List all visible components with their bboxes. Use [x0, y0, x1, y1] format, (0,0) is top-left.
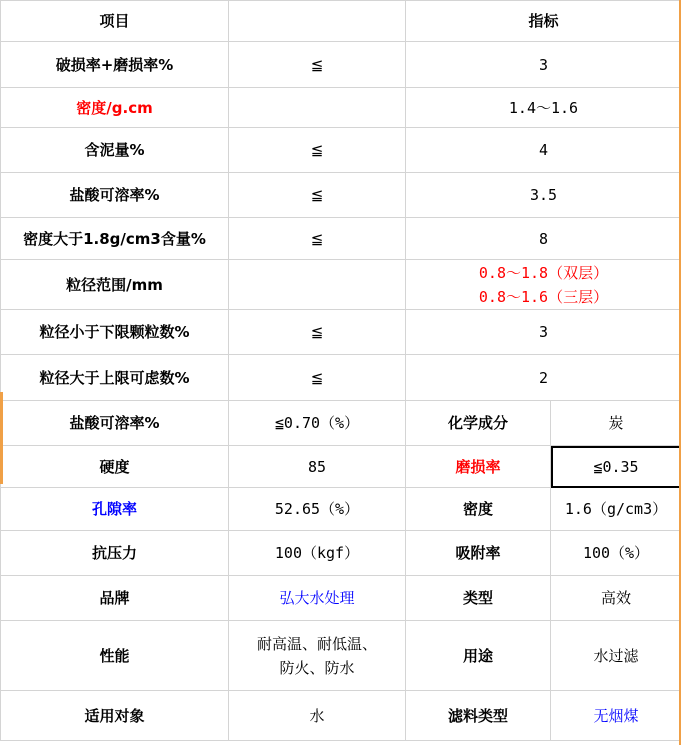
row-operator[interactable]: ≦	[229, 218, 406, 260]
attr-key[interactable]: 抗压力	[1, 531, 229, 576]
value-line: 0.8～1.6（三层）	[478, 287, 609, 306]
header-spec-cell[interactable]: 指标	[406, 1, 681, 42]
attr-key[interactable]: 适用对象	[1, 691, 229, 741]
value-line: 0.8～1.8（双层）	[478, 263, 609, 282]
row-value[interactable]: 1.4～1.6	[406, 88, 681, 128]
table-row	[1, 88, 681, 128]
attr-key[interactable]: 品牌	[1, 576, 229, 621]
row-operator[interactable]: ≦	[229, 310, 406, 355]
attr-key[interactable]: 用途	[406, 621, 551, 691]
row-operator[interactable]: ≦	[229, 42, 406, 88]
sheet-edge-marker	[0, 392, 3, 484]
attr-value[interactable]: 弘大水处理	[229, 576, 406, 621]
row-value[interactable]: 8	[406, 218, 681, 260]
row-operator[interactable]	[229, 88, 406, 128]
attr-key[interactable]: 密度	[406, 488, 551, 531]
table-row	[1, 531, 681, 576]
row-label[interactable]: 含泥量%	[1, 128, 229, 173]
attr-value[interactable]	[229, 621, 406, 691]
attr-value[interactable]: 52.65（%）	[229, 488, 406, 531]
attr-value[interactable]: 无烟煤	[551, 691, 681, 741]
row-operator[interactable]: ≦	[229, 173, 406, 218]
attr-key[interactable]: 性能	[1, 621, 229, 691]
attr-key[interactable]: 吸附率	[406, 531, 551, 576]
attr-value[interactable]: 100（%）	[551, 531, 681, 576]
row-label[interactable]: 粒径范围/mm	[1, 260, 229, 310]
value-line: 耐高温、耐低温、	[256, 634, 377, 653]
row-label[interactable]: 密度大于1.8g/cm3含量%	[1, 218, 229, 260]
attr-key[interactable]: 化学成分	[406, 401, 551, 446]
attr-value[interactable]: 炭	[551, 401, 681, 446]
table-row	[1, 446, 681, 488]
attr-value[interactable]: 1.6（g/cm3）	[551, 488, 681, 531]
attr-key[interactable]: 孔隙率	[1, 488, 229, 531]
table-row	[1, 173, 681, 218]
attr-value[interactable]: 100（kgf）	[229, 531, 406, 576]
row-label[interactable]: 密度/g.cm	[1, 88, 229, 128]
table-row	[1, 260, 681, 310]
header-blank-cell[interactable]	[229, 1, 406, 42]
row-operator[interactable]	[229, 260, 406, 310]
header-row	[1, 1, 681, 42]
row-label[interactable]: 粒径小于下限颗粒数%	[1, 310, 229, 355]
attr-key[interactable]: 磨损率	[406, 446, 551, 488]
table-row	[1, 488, 681, 531]
table-row	[1, 310, 681, 355]
table-row	[1, 355, 681, 401]
row-label[interactable]: 盐酸可溶率%	[1, 173, 229, 218]
row-operator[interactable]: ≦	[229, 128, 406, 173]
row-value[interactable]: 3	[406, 310, 681, 355]
value-line: 防火、防水	[279, 658, 355, 677]
row-label[interactable]: 粒径大于上限可虑数%	[1, 355, 229, 401]
row-label[interactable]: 破损率+磨损率%	[1, 42, 229, 88]
row-value[interactable]	[406, 260, 681, 310]
row-value[interactable]: 3	[406, 42, 681, 88]
table-row	[1, 401, 681, 446]
row-value[interactable]: 4	[406, 128, 681, 173]
table-row	[1, 218, 681, 260]
table-row	[1, 128, 681, 173]
table-row	[1, 42, 681, 88]
row-value[interactable]: 2	[406, 355, 681, 401]
attr-key[interactable]: 滤料类型	[406, 691, 551, 741]
attr-key[interactable]: 硬度	[1, 446, 229, 488]
header-item-cell[interactable]: 项目	[1, 1, 229, 42]
attr-value[interactable]: 水	[229, 691, 406, 741]
attr-key[interactable]: 类型	[406, 576, 551, 621]
row-operator[interactable]: ≦	[229, 355, 406, 401]
table-row	[1, 691, 681, 741]
attr-key[interactable]: 盐酸可溶率%	[1, 401, 229, 446]
table-row	[1, 576, 681, 621]
attr-value[interactable]: 85	[229, 446, 406, 488]
attr-value[interactable]: 水过滤	[551, 621, 681, 691]
attr-value[interactable]: 高效	[551, 576, 681, 621]
selected-cell[interactable]: ≦0.35	[551, 446, 681, 488]
attr-value[interactable]: ≦0.70（%）	[229, 401, 406, 446]
table-row	[1, 621, 681, 691]
row-value[interactable]: 3.5	[406, 173, 681, 218]
